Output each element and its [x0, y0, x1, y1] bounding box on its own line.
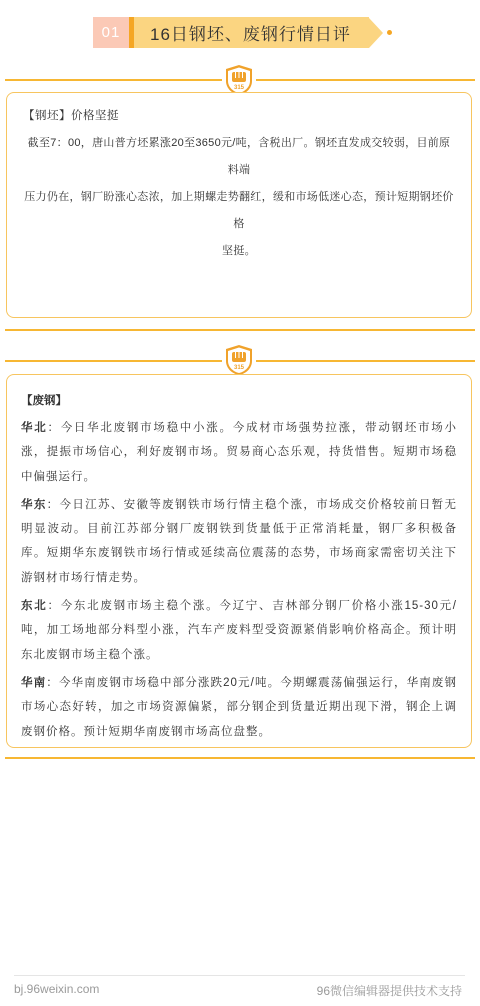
region-label-north: 华北: [21, 422, 48, 434]
banner-arrow: [369, 18, 383, 48]
svg-text:315: 315: [233, 365, 245, 371]
billet-card: [6, 92, 472, 318]
region-label-northeast: 东北: [21, 600, 48, 613]
svg-text:315: 315: [233, 85, 245, 91]
scrap-north-paragraph: [21, 416, 457, 489]
scrap-east-paragraph: [21, 493, 457, 590]
scrap-northeast-paragraph: [21, 594, 457, 667]
billet-tag: 【钢坯】价格坚挺: [23, 110, 119, 122]
section-divider-line: [5, 329, 475, 331]
billet-body: [23, 130, 455, 265]
region-label-east: 华东: [21, 498, 47, 511]
billet-line-2: 压力仍在，钢厂盼涨心态浓，加上期螺走势翻红，缓和市场低迷心态，预计短期钢坯价格: [24, 191, 454, 230]
footer-site-link[interactable]: bj.96weixin.com: [14, 982, 100, 996]
scrap-card: [6, 374, 472, 748]
billet-line-3: 坚挺。: [222, 245, 256, 257]
footer-credit: 96微信编辑器提供技术支持: [316, 984, 462, 998]
banner-dot: [387, 30, 392, 35]
title-banner: [93, 17, 392, 48]
billet-line-1: 截至7：00，唐山普方坯累涨20至3650元/吨，含税出厂。钢坯直发成交较弱，目前原料端: [27, 137, 451, 176]
scrap-north-text: ：今日华北废钢市场稳中小涨。今成材市场强势拉涨，带动钢坯市场小涨，提振市场信心，利好废钢市场。贸易商心态乐观，持货惜售。短期市场稳中偏强运行。: [21, 422, 457, 483]
page-title: 16日钢坯、废钢行情日评: [134, 17, 369, 48]
scrap-south-paragraph: [21, 671, 457, 744]
scrap-east-text: ：今日江苏、安徽等废钢铁市场行情主稳个涨，市场成交价格较前日暂无明显波动。目前江苏部分钢厂废钢铁到货量低于正常消耗量，钢厂多积极备库。短期华东废钢铁市场行情或延续高位震荡的态势，市场商家需密切关注下游钢材市场行情走势。: [21, 498, 458, 584]
region-label-south: 华南: [21, 676, 47, 689]
scrap-tag: 【废钢】: [21, 395, 67, 407]
section-number: 01: [93, 17, 129, 48]
section-divider-line: [5, 757, 475, 759]
footer-divider: [14, 975, 465, 976]
fist-shield-icon: [222, 343, 256, 377]
scrap-northeast-text: ：今东北废钢市场主稳个涨。今辽宁、吉林部分钢厂价格小涨15-30元/吨，加工场地部分料型小涨，汽车产废料型受资源紧俏影响价格高企。预计明东北废钢市场主稳个涨。: [21, 600, 458, 661]
scrap-south-text: ：今华南废钢市场稳中部分涨跌20元/吨。今期螺震荡偏强运行，华南废钢市场心态好转，加之市场资源偏紧，部分钢企到货量近期出现下滑，钢企上调废钢价格。预计短期华南废钢市场高位盘整。: [21, 676, 457, 738]
